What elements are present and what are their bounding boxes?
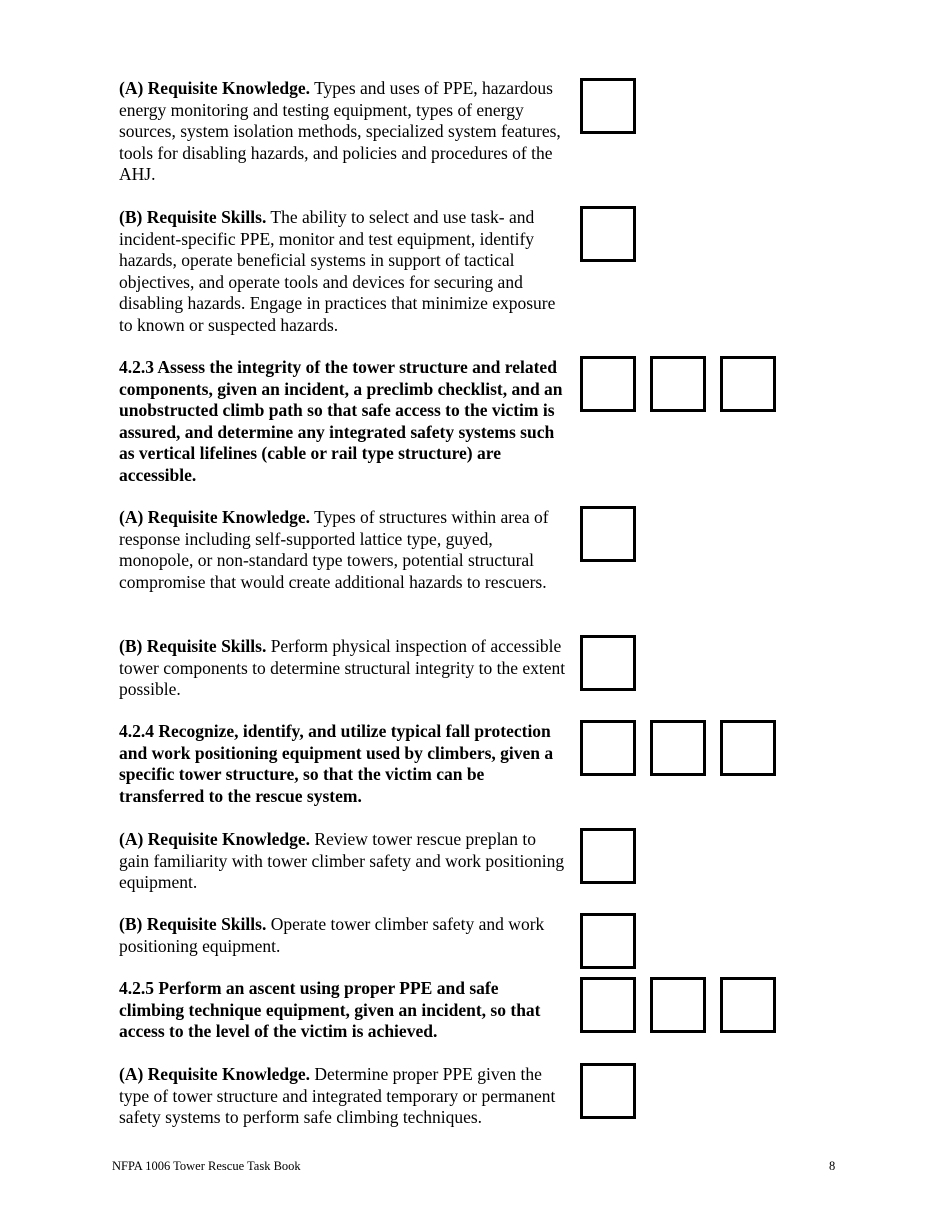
requisite-knowledge-paragraph	[119, 78, 567, 186]
requisite-knowledge-paragraph	[119, 507, 567, 593]
paragraph-text: Review tower rescue preplan to gain familiarity with tower climber safety and work positioning equipment.	[119, 829, 565, 892]
signoff-checkbox-1[interactable]	[580, 720, 636, 776]
signoff-checkbox[interactable]	[580, 1063, 636, 1119]
paragraph-lead: (A) Requisite Knowledge.	[119, 829, 311, 849]
signoff-checkbox-1[interactable]	[580, 356, 636, 412]
paragraph-lead: (A) Requisite Knowledge.	[119, 507, 311, 527]
paragraph-text: Perform physical inspection of accessible tower components to determine structural integrity to the extent possible.	[119, 636, 566, 699]
requisite-skills-paragraph	[119, 914, 567, 957]
paragraph-lead: (A) Requisite Knowledge.	[119, 78, 311, 98]
paragraph-lead: (B) Requisite Skills.	[119, 207, 267, 227]
footer-title: NFPA 1006 Tower Rescue Task Book	[112, 1159, 301, 1173]
standard-text: 4.2.4 Recognize, identify, and utilize typical fall protection and work positioning equipment used by climbers, given a specific tower structure, so that the victim can be transferred to the rescue system.	[119, 721, 554, 806]
signoff-checkbox[interactable]	[580, 206, 636, 262]
standard-4-2-3	[119, 357, 567, 486]
standard-4-2-4	[119, 721, 567, 807]
standard-4-2-5	[119, 978, 567, 1043]
signoff-checkbox[interactable]	[580, 506, 636, 562]
signoff-checkbox-2[interactable]	[650, 356, 706, 412]
paragraph-text: Types and uses of PPE, hazardous energy monitoring and testing equipment, types of energy sources, system isolation methods, specialized system features, tools for disabling hazards, and policies and procedures of the AHJ.	[119, 78, 561, 184]
signoff-checkbox[interactable]	[580, 828, 636, 884]
requisite-knowledge-paragraph	[119, 829, 567, 894]
signoff-checkbox-1[interactable]	[580, 977, 636, 1033]
signoff-checkbox[interactable]	[580, 78, 636, 134]
signoff-checkbox[interactable]	[580, 635, 636, 691]
paragraph-text: Determine proper PPE given the type of tower structure and integrated temporary or permanent safety systems to perform safe climbing techniques.	[119, 1064, 556, 1127]
paragraph-text: Operate tower climber safety and work positioning equipment.	[119, 914, 545, 956]
requisite-skills-paragraph	[119, 207, 567, 336]
signoff-checkbox-3[interactable]	[720, 977, 776, 1033]
signoff-checkbox[interactable]	[580, 913, 636, 969]
paragraph-lead: (B) Requisite Skills.	[119, 914, 267, 934]
paragraph-text: The ability to select and use task- and incident-specific PPE, monitor and test equipment, identify hazards, operate beneficial systems in support of tactical objectives, and operate tools and devices for securing and disabling hazards. Engage in practices that minimize exposure to known or suspected hazards.	[119, 207, 556, 335]
page-number: 8	[829, 1159, 836, 1173]
signoff-checkbox-2[interactable]	[650, 720, 706, 776]
paragraph-lead: (B) Requisite Skills.	[119, 636, 267, 656]
standard-text: 4.2.5 Perform an ascent using proper PPE and safe climbing technique equipment, given an incident, so that access to the level of the victim is achieved.	[119, 978, 541, 1041]
requisite-knowledge-paragraph	[119, 1064, 567, 1129]
signoff-checkbox-2[interactable]	[650, 977, 706, 1033]
standard-text: 4.2.3 Assess the integrity of the tower structure and related components, given an incident, a preclimb checklist, and an unobstructed climb path so that safe access to the victim is assured, and determine any integrated safety systems such as vertical lifelines (cable or rail type structure) are accessible.	[119, 357, 563, 485]
paragraph-text: Types of structures within area of response including self-supported lattice type, guyed, monopole, or non-standard type towers, potential structural compromise that would create additional hazards to rescuers.	[119, 507, 549, 592]
paragraph-lead: (A) Requisite Knowledge.	[119, 1064, 311, 1084]
requisite-skills-paragraph	[119, 636, 567, 701]
signoff-checkbox-3[interactable]	[720, 356, 776, 412]
signoff-checkbox-3[interactable]	[720, 720, 776, 776]
